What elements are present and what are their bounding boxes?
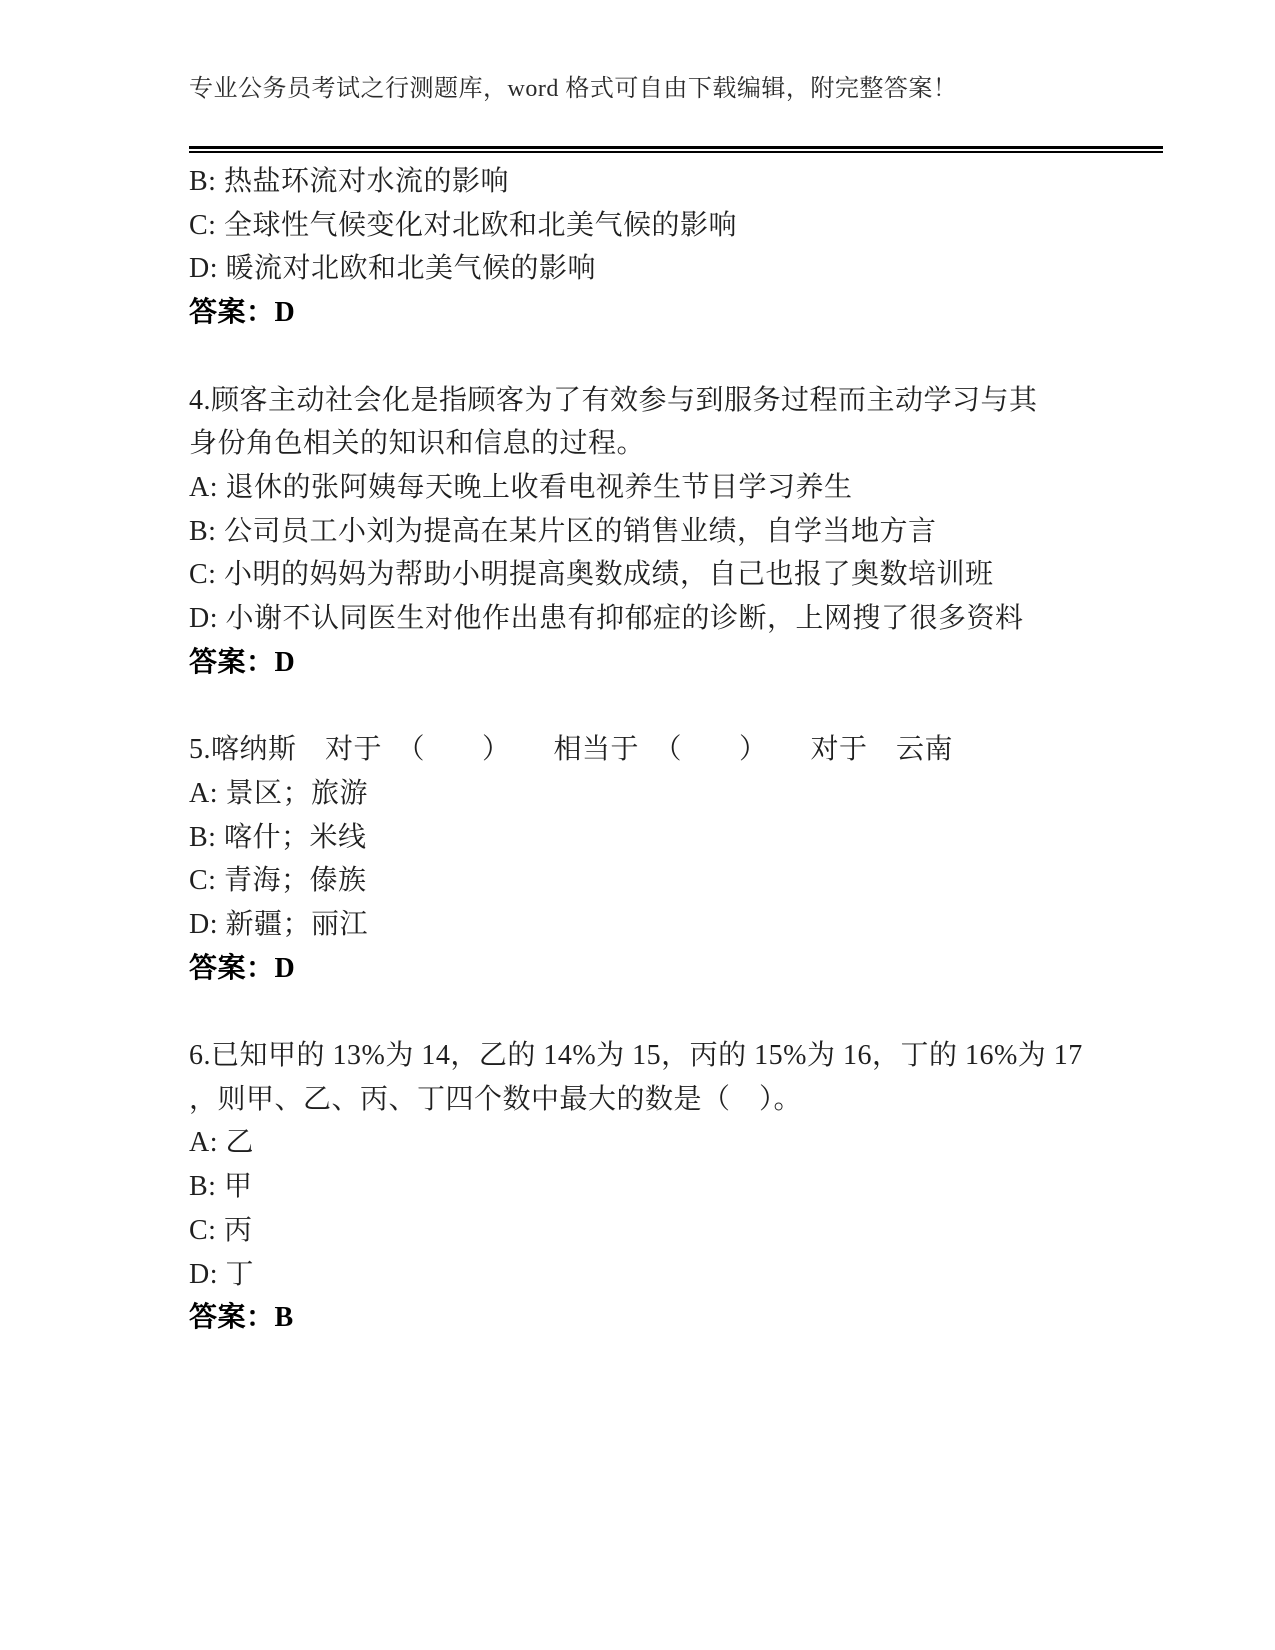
option-line: D: 暖流对北欧和北美气候的影响 — [189, 253, 597, 285]
question-line: 6.已知甲的 13%为 14，乙的 14%为 15，丙的 15%为 16，丁的 16%为 17 — [189, 1040, 1083, 1072]
question-line: 身份角色相关的知识和信息的过程。 — [189, 428, 646, 460]
option-line: C: 全球性气候变化对北欧和北美气候的影响 — [189, 209, 737, 241]
option-line: C: 小明的妈妈为帮助小明提高奥数成绩，自己也报了奥数培训班 — [189, 559, 994, 591]
option-line: A: 退休的张阿姨每天晚上收看电视养生节目学习养生 — [189, 471, 853, 503]
blank-line — [189, 990, 1163, 1034]
answer-line: 答案：D — [189, 297, 296, 329]
option-line: A: 景区；旅游 — [189, 777, 369, 809]
answer-line: 答案：B — [189, 1302, 294, 1334]
option-line: B: 喀什；米线 — [189, 821, 367, 853]
question-line: ，则甲、乙、丙、丁四个数中最大的数是（ ）。 — [189, 1083, 803, 1115]
option-line: D: 丁 — [189, 1258, 255, 1290]
question-line: 4.顾客主动社会化是指顾客为了有效参与到服务过程而主动学习与其 — [189, 384, 1038, 416]
option-line: B: 公司员工小刘为提高在某片区的销售业绩，自学当地方言 — [189, 515, 937, 547]
option-line: D: 新疆；丽江 — [189, 908, 369, 940]
option-line: B: 热盐环流对水流的影响 — [189, 166, 509, 197]
option-line: C: 丙 — [189, 1214, 253, 1246]
option-line: D: 小谢不认同医生对他作出患有抑郁症的诊断，上网搜了很多资料 — [189, 603, 1024, 635]
answer-line: 答案：D — [189, 646, 296, 678]
option-line: A: 乙 — [189, 1127, 255, 1159]
blank-line — [189, 684, 1163, 728]
answer-line: 答案：D — [189, 952, 296, 984]
header-rule — [189, 146, 1163, 153]
option-line: B: 甲 — [189, 1171, 253, 1203]
option-line: C: 青海；傣族 — [189, 865, 367, 897]
document-content — [189, 160, 1163, 1340]
question-line: 5.喀纳斯 对于 （ ） 相当于 （ ） 对于 云南 — [189, 734, 954, 766]
blank-line — [189, 335, 1163, 379]
document-header: 专业公务员考试之行测题库，word 格式可自由下载编辑，附完整答案！ — [189, 76, 958, 102]
